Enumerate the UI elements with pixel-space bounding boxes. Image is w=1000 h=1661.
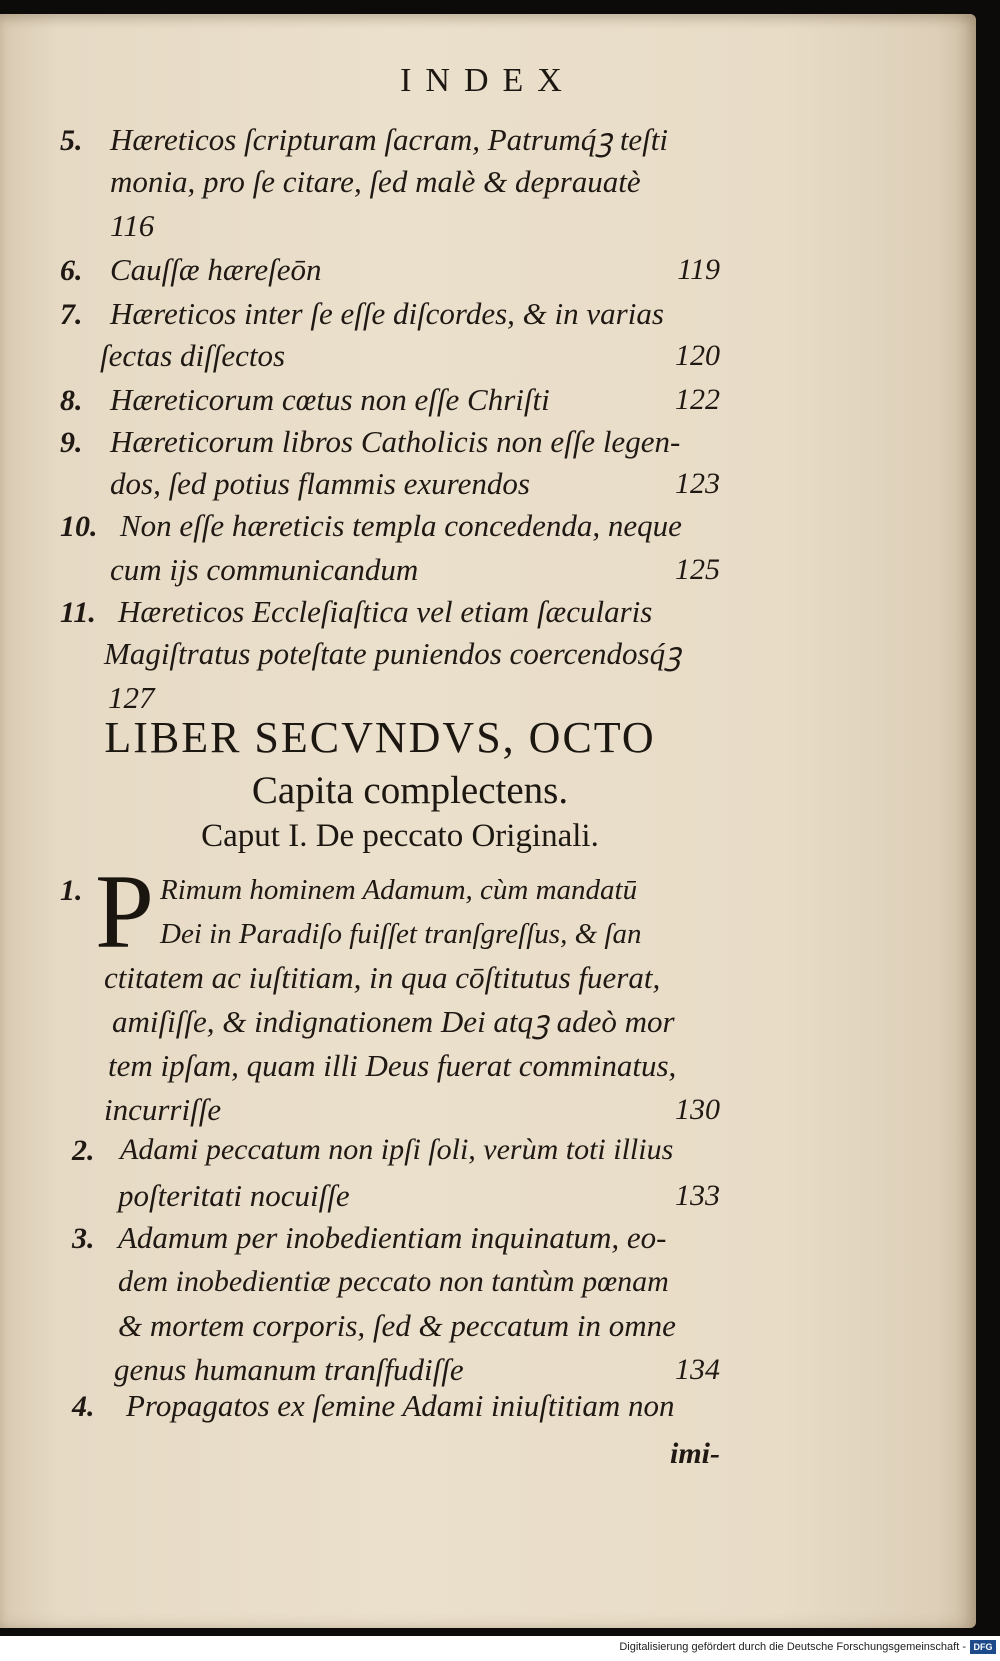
entry-text: Adamum per inobedientiam inquinatum, eo- — [118, 1220, 667, 1255]
catchword: imi- — [670, 1437, 720, 1470]
entry-number: 3. — [72, 1222, 95, 1255]
entry-text: monia, pro ſe citare, ſed malè & deprauatè — [110, 164, 641, 199]
chapter-heading: Caput I. De peccato Originali. — [201, 818, 599, 854]
entry-text: Hæreticos ſcripturam ſacram, Patrumq́ꝫ teſti — [110, 122, 669, 157]
entry-number: 11. — [60, 596, 96, 629]
entry-text: Hæreticorum libros Catholicis non eſſe legen- — [110, 424, 681, 459]
page-number: 120 — [675, 339, 720, 372]
page-number: 119 — [677, 253, 720, 286]
page-number: 122 — [675, 383, 720, 416]
dfg-logo: DFG — [970, 1640, 996, 1654]
entry-number: 4. — [72, 1390, 95, 1423]
entry-text: Dei in Paradiſo fuiſſet tranſgreſſus, & ſan — [160, 918, 642, 950]
entry-text: & mortem corporis, ſed & peccatum in omne — [118, 1308, 676, 1343]
book-subheading: Capita complectens. — [251, 769, 569, 812]
entry-text: Adami peccatum non ipſi ſoli, verùm toti illius — [120, 1133, 674, 1166]
entry-text: 127 — [108, 680, 155, 715]
index-header: INDEX — [400, 62, 576, 99]
entry-text: tem ipſam, quam illi Deus fuerat comminatus, — [108, 1048, 677, 1083]
entry-text: ctitatem ac iuſtitiam, in qua cōſtitutus fuerat, — [104, 960, 661, 995]
page-number: 134 — [675, 1353, 720, 1386]
page-number: 130 — [675, 1093, 720, 1126]
entry-text: Cauſſæ hæreſeōn — [110, 252, 322, 287]
entry-number: 2. — [72, 1134, 95, 1167]
entry-text: dos, ſed potius flammis exurendos — [110, 466, 530, 501]
entry-text: Hæreticos inter ſe eſſe diſcordes, & in varias — [110, 296, 664, 331]
entry-text: Rimum hominem Adamum, cùm mandatū — [160, 874, 638, 906]
entry-text: amiſiſſe, & indignationem Dei atqꝫ adeò mor — [112, 1004, 675, 1039]
entry-text: incurriſſe — [104, 1092, 222, 1127]
entry-text: Propagatos ex ſemine Adami iniuſtitiam non — [126, 1388, 675, 1423]
entry-text: Non eſſe hæreticis templa concedenda, neque — [120, 508, 682, 543]
digitization-credit: Digitalisierung gefördert durch die Deutsche Forschungsgemeinschaft - — [619, 1641, 966, 1653]
page-number: 125 — [675, 553, 720, 586]
entry-number: 7. — [60, 298, 83, 331]
entry-number: 1. — [60, 874, 83, 907]
entry-number: 10. — [60, 510, 98, 543]
entry-text: ſectas diſſectos — [100, 338, 286, 373]
entry-number: 9. — [60, 426, 83, 459]
page-number: 133 — [675, 1179, 720, 1212]
entry-text: cum ijs communicandum — [110, 552, 419, 587]
drop-cap-letter: P — [95, 853, 154, 970]
entry-text: genus humanum tranſfudiſſe — [114, 1352, 464, 1387]
entry-text: Hæreticos Eccleſiaſtica vel etiam ſæcularis — [118, 594, 653, 629]
book-heading: LIBER SECVNDVS, OCTO — [104, 713, 656, 762]
entry-number: 5. — [60, 124, 83, 157]
entry-text: Magiſtratus poteſtate puniendos coercendosq́ꝫ — [104, 636, 681, 671]
entry-text: dem inobedientiæ peccato non tantùm pœnam — [118, 1265, 669, 1298]
page-number: 123 — [675, 467, 720, 500]
entry-text: poſteritati nocuiſſe — [118, 1178, 350, 1213]
entry-text: 116 — [110, 208, 155, 243]
entry-text: Hæreticorum cœtus non eſſe Chriſti — [110, 382, 550, 417]
entry-number: 8. — [60, 384, 83, 417]
entry-number: 6. — [60, 254, 83, 287]
